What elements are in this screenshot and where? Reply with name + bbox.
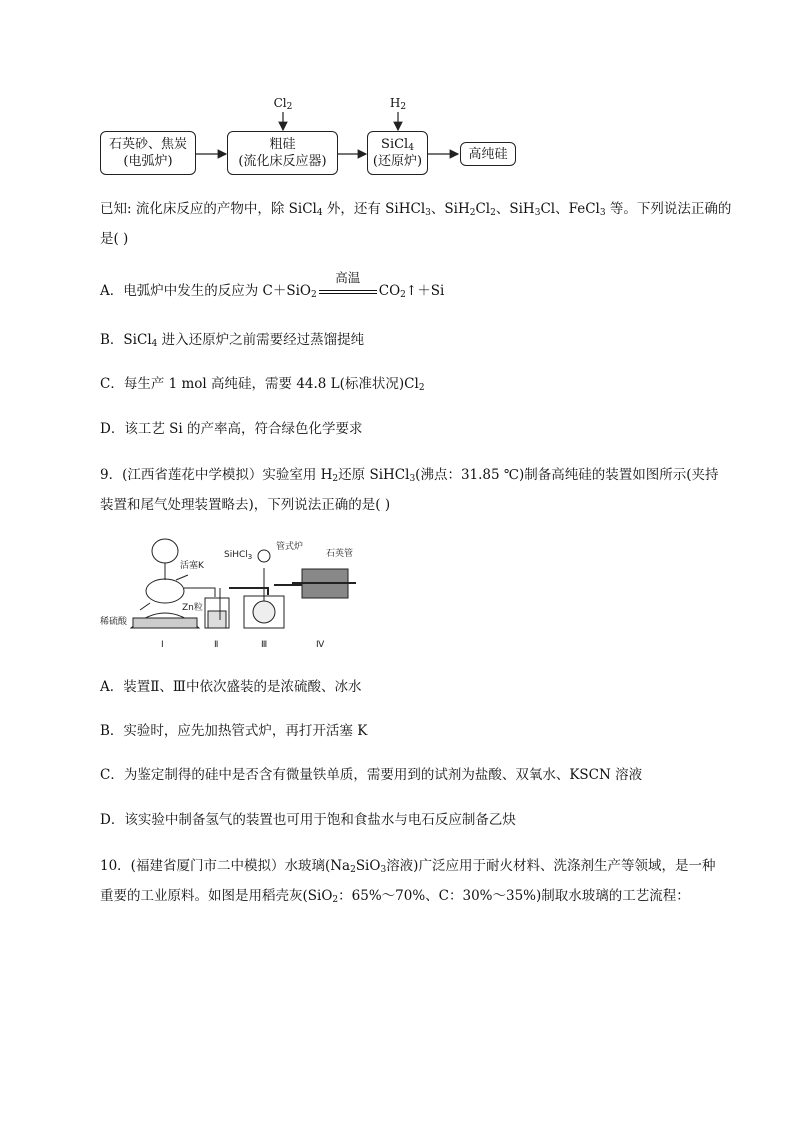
label-quartz-tube: 石英管 bbox=[326, 549, 354, 559]
q8-option-a: A．电弧炉中发生的反应为 C＋SiO$_2$ 高温 $CO_2↑+Si$ bbox=[100, 270, 445, 300]
label-device-3: Ⅲ bbox=[261, 640, 268, 650]
q8-known-line2: 是( ) bbox=[100, 231, 129, 247]
label-valve-k: 活塞K bbox=[180, 561, 204, 571]
q8-option-d: D．该工艺 Si 的产率高，符合绿色化学要求 bbox=[100, 421, 363, 437]
q8-option-c: C．每生产 1 mol 高纯硅，需要 44.8 L(标准状况)$Cl_2$ bbox=[100, 376, 425, 393]
device-3-funnel bbox=[258, 550, 270, 562]
flow-box-high-purity-silicon: 高纯硅 bbox=[460, 142, 516, 166]
q9-option-a: A．装置Ⅱ、Ⅲ中依次盛装的是浓硫酸、冰水 bbox=[100, 679, 362, 695]
reagent-cl2: $Cl_2$ bbox=[273, 96, 293, 112]
device-1-middle-bulb bbox=[146, 579, 184, 603]
q9-stem-line2: 装置和尾气处理装置略去)，下列说法正确的是( ) bbox=[100, 497, 391, 513]
flow-box-reduction-furnace: SiCl$_4$ (还原炉) bbox=[367, 131, 428, 175]
valve-k bbox=[176, 575, 188, 580]
label-tube-furnace: 管式炉 bbox=[276, 542, 304, 552]
label-dilute-acid: 稀硫酸 bbox=[100, 617, 128, 627]
label-sihcl3: SiHCl$_3$ bbox=[224, 550, 253, 561]
q9-option-c: C．为鉴定制得的硅中是否含有微量铁单质，需要用到的试剂为盐酸、双氧水、KSCN 溶液 bbox=[100, 767, 643, 783]
q9-option-b: B．实验时，应先加热管式炉，再打开活塞 K bbox=[100, 723, 368, 739]
q9-stem-line1: 9．(江西省莲花中学模拟）实验室用 $H_2$还原 SiHCl$_3$(沸点：31.85 ℃)制备高纯硅的装置如图所示(夹持 bbox=[100, 467, 719, 484]
q8-option-b: B．SiCl$_4$ 进入还原炉之前需要经过蒸馏提纯 bbox=[100, 332, 365, 349]
label-device-1: Ⅰ bbox=[161, 640, 164, 650]
label-device-2: Ⅱ bbox=[214, 640, 219, 650]
reagent-h2: $H_2$ bbox=[389, 96, 407, 112]
label-zn: Zn粒 bbox=[182, 603, 203, 613]
label-device-4: Ⅳ bbox=[316, 640, 325, 650]
q8-known-line1: 已知: 流化床反应的产物中，除 SiCl$_4$ 外，还有 SiHCl$_3$、$SiH_2Cl_2$、SiH$_3$Cl、FeCl$_3$ 等。下列说法正确的 bbox=[100, 201, 732, 218]
flow-box-crude-silicon: 粗硅 (流化床反应器) bbox=[227, 131, 338, 175]
flow-box-arc-furnace: 石英砂、焦炭 (电弧炉) bbox=[100, 131, 196, 175]
q9-option-d: D．该实验中制备氢气的装置也可用于饱和食盐水与电石反应制备乙炔 bbox=[100, 812, 516, 828]
reaction-condition: 高温 bbox=[319, 281, 377, 301]
q10-stem-line1: 10．(福建省厦门市二中模拟）水玻璃($Na_2SiO_3$溶液)广泛应用于耐火材料、洗涤剂生产等领域，是一种 bbox=[100, 858, 716, 875]
device-1-top-bulb bbox=[152, 539, 178, 563]
q10-stem-line2: 重要的工业原料。如图是用稻壳灰(SiO$_2$：65%～70%、C：30%～35%)制取水玻璃的工艺流程： bbox=[100, 888, 690, 905]
